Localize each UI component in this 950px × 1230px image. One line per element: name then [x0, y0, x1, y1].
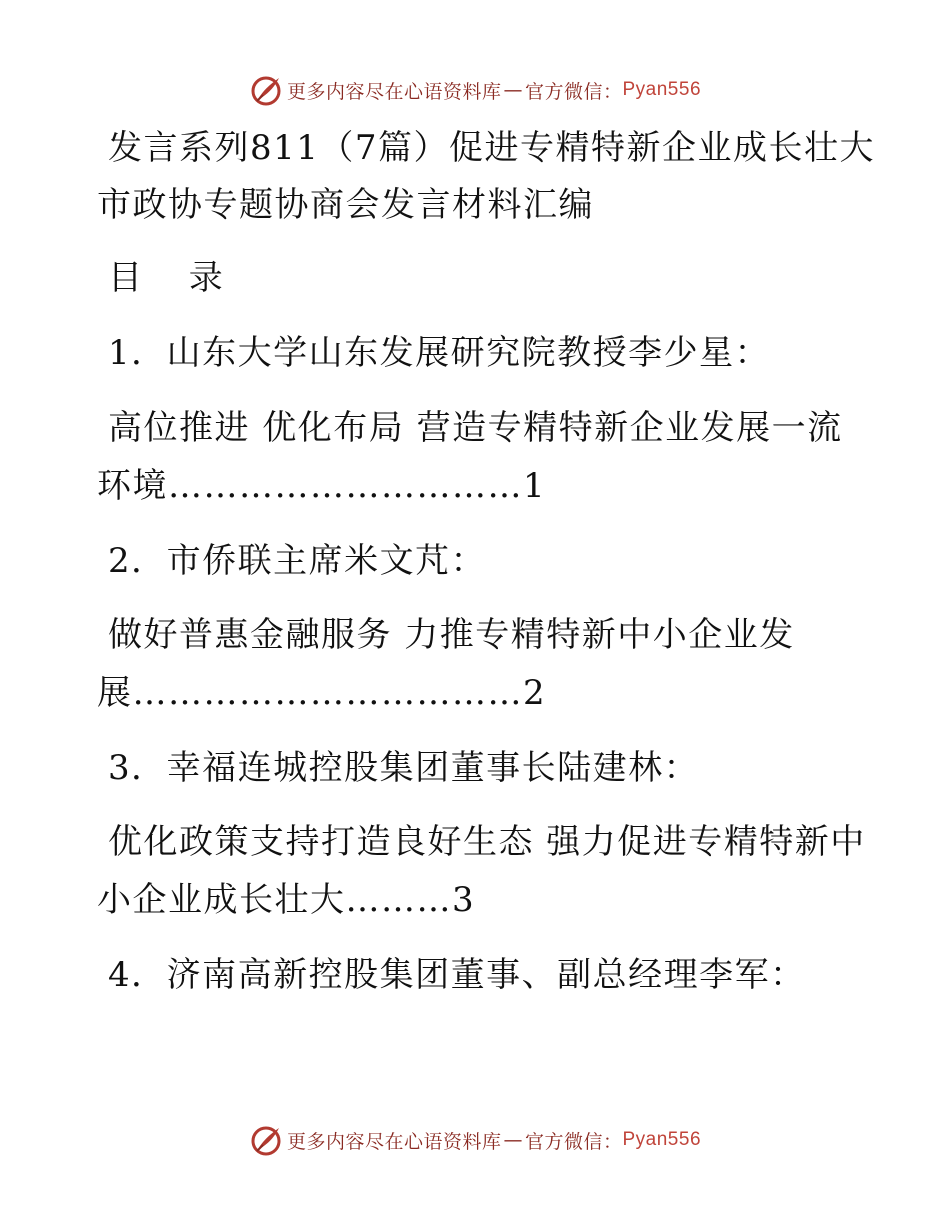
feather-pen-logo-icon	[249, 1123, 283, 1157]
watermark-header	[0, 70, 950, 110]
toc-entry-3-speaker: 3．幸福连城控股集团董事长陆建林：	[108, 748, 700, 788]
toc-entry-1-title-line-1: 高位推进 优化布局 营造专精特新企业发展一流	[108, 408, 843, 448]
toc-entry-4-speaker: 4．济南高新控股集团董事、副总经理李军：	[108, 955, 806, 995]
toc-entry-2-speaker: 2．市侨联主席米文芃：	[108, 541, 487, 581]
watermark-text: 更多内容尽在心语资料库	[286, 1130, 502, 1153]
wechat-label: 官方微信：	[524, 1130, 623, 1153]
toc-entry-1-title-line-2: 环境…………………………1	[97, 466, 547, 506]
feather-pen-logo-icon	[249, 73, 283, 107]
toc-entry-1-speaker: 1．山东大学山东发展研究院教授李少星：	[108, 333, 771, 373]
wechat-id: Pyan556	[622, 1129, 702, 1150]
toc-entry-2-title-line-1: 做好普惠金融服务 力推专精特新中小企业发	[108, 615, 795, 655]
document-title-line-2: 市政协专题协商会发言材料汇编	[97, 185, 594, 225]
watermark-footer	[0, 1120, 950, 1160]
document-title-line-1: 发言系列811（7篇）促进专精特新企业成长壮大	[108, 128, 876, 168]
toc-entry-3-title-line-2: 小企业成长壮大………3	[97, 880, 476, 920]
watermark-text: 更多内容尽在心语资料库	[286, 80, 502, 103]
watermark-separator: —	[503, 79, 523, 101]
toc-entry-3-title-line-1: 优化政策支持打造良好生态 强力促进专精特新中	[108, 822, 866, 862]
toc-entry-2-title-line-2: 展……………………………2	[97, 673, 547, 713]
toc-heading: 目 录	[108, 258, 241, 298]
wechat-label: 官方微信：	[524, 80, 623, 103]
wechat-id: Pyan556	[622, 79, 702, 100]
watermark-separator: —	[503, 1129, 523, 1151]
